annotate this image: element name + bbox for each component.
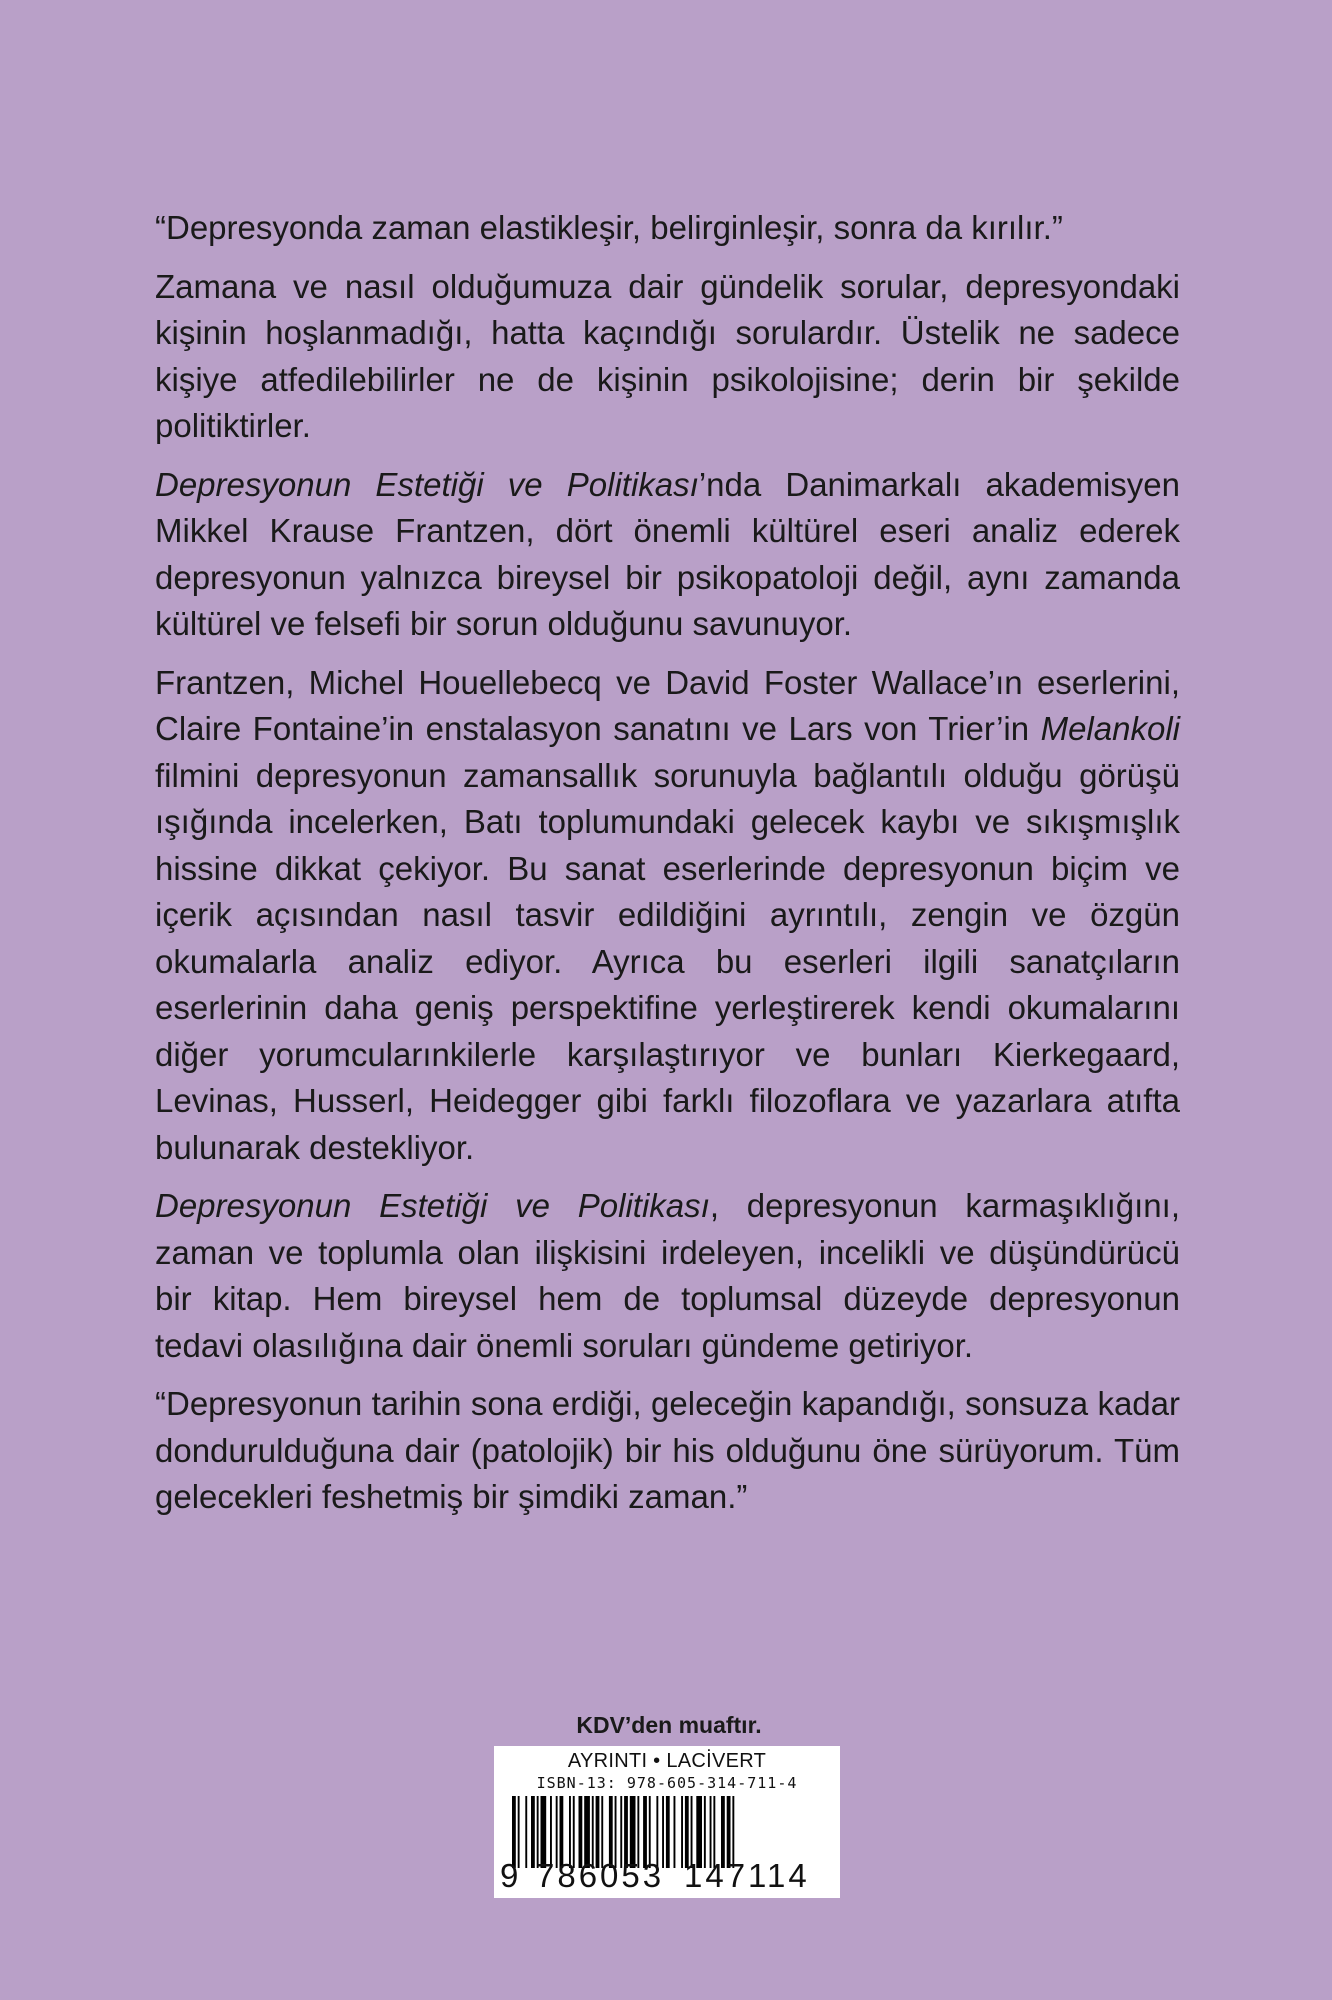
- barcode-right-group: 147114: [684, 1857, 810, 1894]
- barcode-bar: [531, 1796, 535, 1868]
- isbn-barcode: [494, 1746, 840, 1898]
- analysis-paragraph: [155, 660, 1180, 1172]
- paragraph-text: “Depresyonun tarihin sona erdiği, geleceğin kapandığı, sonsuza kadar dondurulduğuna dair (patolojik) bir his olduğunu öne sürüyorum. Tüm gelecekleri feshetmiş bir şimdiki zaman.”: [155, 1385, 1180, 1515]
- vat-exemption-note: KDV’den muaftır.: [576, 1712, 762, 1738]
- paragraph-text: , depresyonun karmaşıklığını, zaman ve toplumla olan ilişkisini irdeleyen, incelikli ve düşündürücü bir kitap. Hem bireysel hem de toplumsal düzeyde depresyonun tedavi olasılığına dair önemli soruları gündeme getiriyor.: [155, 1187, 1180, 1364]
- back-cover-blurb: [155, 205, 1180, 1533]
- paragraph-text: Zamana ve nasıl olduğumuza dair gündelik sorular, depresyondaki kişinin hoşlanmadığı, hatta kaçındığı sorulardır. Üstelik ne sadece kişiye atfedilebilirler ne de kişinin psikolojisine; derin bir şekilde politiktirler.: [155, 267, 1180, 444]
- book-title-italic: Depresyonun Estetiği ve Politikası: [155, 1187, 710, 1224]
- barcode-bar: [525, 1796, 527, 1868]
- barcode-bar: [666, 1796, 670, 1868]
- barcode-first-digit: 9: [500, 1857, 519, 1894]
- book-title-italic: Melankoli: [1040, 710, 1180, 747]
- paragraph-text: Frantzen, Michel Houellebecq ve David Foster Wallace’ın eserlerini, Claire Fontaine’in enstalasyon sanatını ve Lars von Trier’in: [155, 663, 1180, 747]
- paragraph-text: filmini depresyonun zamansallık sorunuyla bağlantılı olduğu görüşü ışığında incelerken, Batı toplumundaki gelecek kaybı ve sıkışmışlık hissine dikkat çekiyor. Bu sanat eserlerinde depresyonun biçim ve içerik açısından nasıl tasvir edildiğini ayrıntılı, zengin ve özgün okumalarla analiz ediyor. Ayrıca bu eserleri ilgili sanatçıların eserlerinin daha geniş perspektifine yerleştirerek kendi okumalarını diğer yorumcularınkilerle karşılaştırıyor ve bunları Kierkegaard, Levinas, Husserl, Heidegger gibi farklı filozoflara ve yazarlara atıfta bulunarak destekliyor.: [155, 756, 1180, 1166]
- summary-paragraph: [155, 462, 1180, 648]
- book-title-italic: Depresyonun Estetiği ve Politikası: [155, 465, 699, 503]
- paragraph-text: “Depresyonda zaman elastikleşir, belirginleşir, sonra da kırılır.”: [155, 209, 1063, 246]
- paragraph-text: ’nda Danimarkalı akademisyen Mikkel Krause Frantzen, dört önemli kültürel eseri analiz ederek depresyonun yalnızca bireysel bir psikopatoloji değil, aynı zamanda kültürel ve felsefi bir sorun olduğunu savunuyor.: [155, 465, 1180, 642]
- barcode-bar: [674, 1796, 676, 1868]
- closing-quote: [155, 1381, 1180, 1521]
- barcode-bar: [681, 1796, 683, 1868]
- publisher-line: AYRINTI • LACİVERT: [567, 1750, 767, 1772]
- barcode-left-group: 786053: [536, 1857, 665, 1894]
- intro-paragraph: [155, 264, 1180, 450]
- evaluation-paragraph: [155, 1183, 1180, 1369]
- opening-quote: [155, 205, 1180, 252]
- isbn-number: ISBN-13: 978-605-314-711-4: [536, 1774, 798, 1792]
